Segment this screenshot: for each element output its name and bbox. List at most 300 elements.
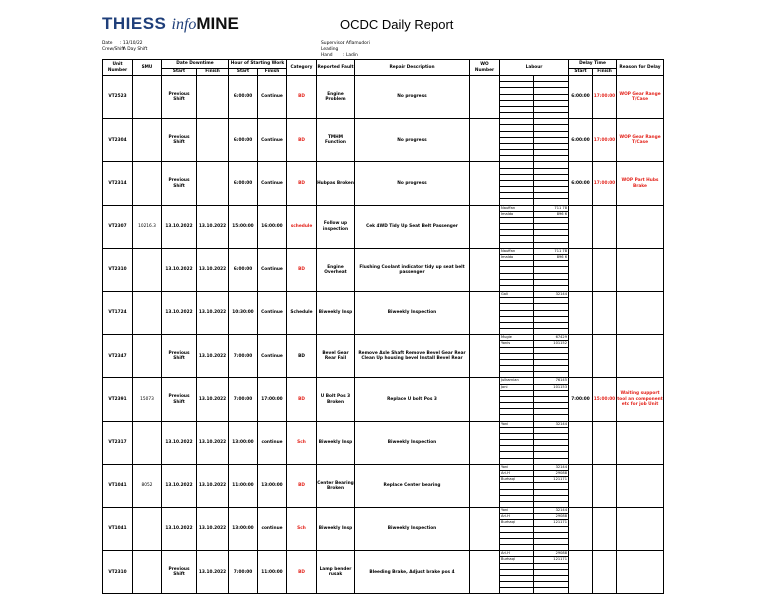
labour-divider: [533, 582, 534, 587]
header-delay-time: Delay Time: [569, 60, 617, 69]
cell-work-finish: Continue: [258, 335, 287, 378]
labour-divider: [533, 193, 534, 198]
cell-delay-start: [569, 205, 593, 248]
cell-unit: VT1724: [103, 292, 133, 335]
labour-divider: [533, 286, 534, 291]
cell-delay-start: [569, 292, 593, 335]
cell-work-start: 15:00:00: [229, 205, 258, 248]
crew-value: : A Day Shift: [120, 47, 148, 52]
labour-divider: [533, 311, 534, 316]
labour-divider: [533, 187, 534, 192]
header-delay-finish: Finish: [593, 69, 617, 76]
labour-divider: [533, 169, 534, 174]
cell-downtime-start: Previous Shift: [162, 162, 197, 205]
cell-unit: VT2310: [103, 248, 133, 291]
labour-divider: [533, 403, 534, 408]
table-row: [103, 162, 664, 205]
cell-delay-finish: 17:00:00: [593, 119, 617, 162]
labour-line: [500, 545, 568, 550]
cell-reported-fault: Engine Problem: [317, 76, 355, 119]
cell-reported-fault: Follow up inspection: [317, 205, 355, 248]
labour-name: Julkarnian: [501, 378, 519, 383]
cell-smu: [133, 551, 162, 594]
cell-delay-start: [569, 464, 593, 507]
cell-labour: [500, 464, 569, 507]
date-value: : 13/10/22: [120, 41, 143, 46]
labour-id: 711 78: [554, 248, 567, 253]
labour-divider: [533, 415, 534, 420]
labour-divider: [533, 570, 534, 575]
labour-divider: [533, 422, 534, 427]
cell-wo-number: [470, 421, 500, 464]
labour-divider: [533, 440, 534, 445]
cell-labour: [500, 508, 569, 551]
cell-repair-description: Biweekly Inspection: [355, 421, 470, 464]
cell-work-finish: 13:00:00: [258, 464, 287, 507]
labour-divider: [533, 150, 534, 155]
cell-unit: VT1041: [103, 464, 133, 507]
cell-wo-number: [470, 335, 500, 378]
header-wo: WO Number: [470, 60, 500, 76]
cell-category: Sch: [287, 421, 317, 464]
cell-work-start: 11:00:00: [229, 464, 258, 507]
cell-work-finish: Continue: [258, 292, 287, 335]
report-title: OCDC Daily Report: [340, 17, 454, 32]
labour-divider: [533, 366, 534, 371]
cell-reported-fault: Lamp bender rusak: [317, 551, 355, 594]
cell-category: BD: [287, 464, 317, 507]
labour-divider: [533, 162, 534, 167]
labour-divider: [533, 267, 534, 272]
labour-name: Mugie: [501, 335, 512, 340]
labour-divider: [533, 483, 534, 488]
cell-work-start: 6:00:00: [229, 119, 258, 162]
cell-category: schedule: [287, 205, 317, 248]
cell-smu: [133, 292, 162, 335]
labour-line: [500, 459, 568, 464]
cell-labour: [500, 119, 569, 162]
labour-divider: [533, 230, 534, 235]
cell-reported-fault: Hubpas Broken: [317, 162, 355, 205]
cell-labour: [500, 292, 569, 335]
cell-reason: [617, 248, 664, 291]
cell-downtime-finish: 13.10.2022: [197, 421, 229, 464]
cell-labour: [500, 421, 569, 464]
leading-hand-label: Leading Hand: [321, 47, 339, 58]
cell-work-start: 7:00:00: [229, 551, 258, 594]
cell-work-finish: Continue: [258, 119, 287, 162]
cell-wo-number: [470, 76, 500, 119]
labour-line: [500, 415, 568, 420]
cell-delay-start: [569, 335, 593, 378]
cell-downtime-finish: 13.10.2022: [197, 508, 229, 551]
cell-smu: [133, 508, 162, 551]
cell-labour: [500, 248, 569, 291]
cell-reason: [617, 464, 664, 507]
labour-name: Joni: [501, 384, 508, 389]
cell-category: BD: [287, 76, 317, 119]
company-logo: [102, 14, 239, 38]
cell-downtime-start: Previous Shift: [162, 119, 197, 162]
cell-repair-description: Replace Center bearing: [355, 464, 470, 507]
labour-divider: [533, 520, 534, 525]
cell-downtime-start: 13.10.2022: [162, 508, 197, 551]
labour-divider: [533, 113, 534, 118]
cell-reason: WOP Gear Range T/Case: [617, 119, 664, 162]
labour-divider: [533, 348, 534, 353]
labour-divider: [533, 385, 534, 390]
labour-divider: [533, 588, 534, 593]
cell-labour: [500, 551, 569, 594]
labour-divider: [533, 378, 534, 383]
cell-downtime-finish: 13.10.2022: [197, 205, 229, 248]
cell-category: BD: [287, 119, 317, 162]
cell-delay-start: [569, 508, 593, 551]
labour-line: [500, 502, 568, 507]
cell-smu: 8052: [133, 464, 162, 507]
labour-divider: [533, 156, 534, 161]
labour-divider: [533, 539, 534, 544]
cell-repair-description: Bleeding Brake, Adjust brake pos 4: [355, 551, 470, 594]
cell-unit: VT1041: [103, 508, 133, 551]
labour-divider: [533, 557, 534, 562]
cell-delay-start: 6:00:00: [569, 76, 593, 119]
labour-divider: [533, 329, 534, 334]
cell-downtime-start: 13.10.2022: [162, 464, 197, 507]
header-reason: Reason for Delay: [617, 60, 664, 76]
labour-divider: [533, 428, 534, 433]
labour-divider: [533, 181, 534, 186]
cell-delay-finish: [593, 551, 617, 594]
table-row: [103, 464, 664, 507]
header-unit: Unit Number: [103, 60, 133, 76]
labour-id: 121171: [553, 477, 567, 482]
labour-id: 29088: [555, 471, 567, 475]
labour-name: Imaldo: [501, 211, 514, 216]
labour-divider: [533, 496, 534, 501]
labour-id: 29088: [555, 514, 567, 519]
labour-id: 29088: [555, 551, 567, 556]
cell-reported-fault: U Bolt Pos 3 Broken: [317, 378, 355, 421]
header-date-start: Start: [162, 69, 197, 76]
table-row: [103, 335, 664, 378]
labour-line: [500, 199, 568, 204]
cell-reason: [617, 205, 664, 248]
cell-category: BD: [287, 248, 317, 291]
cell-category: BD: [287, 162, 317, 205]
cell-work-start: 13:00:00: [229, 421, 258, 464]
cell-delay-finish: 15:00:00: [593, 378, 617, 421]
cell-reason: [617, 551, 664, 594]
cell-work-start: 7:00:00: [229, 335, 258, 378]
labour-divider: [533, 341, 534, 346]
labour-divider: [533, 465, 534, 470]
cell-delay-start: 6:00:00: [569, 162, 593, 205]
labour-divider: [533, 255, 534, 260]
labour-divider: [533, 138, 534, 143]
cell-delay-start: 7:00:00: [569, 378, 593, 421]
cell-delay-start: [569, 551, 593, 594]
cell-delay-finish: [593, 248, 617, 291]
header-labour: Labour: [500, 60, 569, 76]
date-label: Date: [102, 41, 113, 46]
cell-downtime-start: 13.10.2022: [162, 292, 197, 335]
labour-divider: [533, 533, 534, 538]
cell-delay-finish: 17:00:00: [593, 162, 617, 205]
header-repair: Repair Description: [355, 60, 470, 76]
cell-delay-start: 6:00:00: [569, 119, 593, 162]
cell-smu: [133, 421, 162, 464]
cell-smu: [133, 248, 162, 291]
labour-divider: [533, 397, 534, 402]
labour-divider: [533, 545, 534, 550]
meta-left: [102, 41, 147, 53]
labour-divider: [533, 502, 534, 507]
labour-divider: [533, 218, 534, 223]
cell-downtime-start: 13.10.2022: [162, 421, 197, 464]
cell-reported-fault: Center Bearing Broken: [317, 464, 355, 507]
labour-name: Nauffan: [501, 205, 516, 210]
labour-id: 32144: [555, 421, 567, 426]
labour-id: 67429: [555, 335, 567, 340]
cell-labour: [500, 162, 569, 205]
labour-divider: [533, 249, 534, 254]
cell-category: BD: [287, 335, 317, 378]
header-hour-start: Start: [229, 69, 258, 76]
table-row: [103, 205, 664, 248]
labour-divider: [533, 304, 534, 309]
cell-downtime-finish: 13.10.2022: [197, 335, 229, 378]
cell-category: Sch: [287, 508, 317, 551]
table-row: [103, 508, 664, 551]
labour-divider: [533, 508, 534, 513]
labour-divider: [533, 459, 534, 464]
labour-name: Imaldo: [501, 254, 514, 259]
labour-id: 76145: [555, 378, 567, 383]
cell-delay-start: [569, 248, 593, 291]
cell-category: BD: [287, 378, 317, 421]
cell-downtime-finish: 13.10.2022: [197, 551, 229, 594]
labour-divider: [533, 471, 534, 476]
labour-divider: [533, 175, 534, 180]
labour-divider: [533, 551, 534, 556]
labour-divider: [533, 224, 534, 229]
labour-divider: [533, 477, 534, 482]
cell-work-start: 13:00:00: [229, 508, 258, 551]
labour-divider: [533, 280, 534, 285]
cell-wo-number: [470, 292, 500, 335]
labour-divider: [533, 564, 534, 569]
cell-wo-number: [470, 248, 500, 291]
header-hour-starting: Hour of Starting Work: [229, 60, 287, 69]
cell-repair-description: No progress: [355, 162, 470, 205]
labour-name: Ari.H: [501, 514, 510, 519]
cell-work-finish: 17:00:00: [258, 378, 287, 421]
cell-reported-fault: Biweekly Insp: [317, 421, 355, 464]
labour-divider: [533, 119, 534, 124]
labour-id: 711 78: [554, 205, 567, 210]
table-row: [103, 76, 664, 119]
cell-reported-fault: TMHM Function: [317, 119, 355, 162]
labour-id: 121171: [553, 520, 567, 525]
labour-name: Ari.H: [501, 471, 510, 475]
cell-delay-finish: 17:00:00: [593, 76, 617, 119]
cell-downtime-finish: 13.10.2022: [197, 378, 229, 421]
logo-info: info: [171, 16, 197, 33]
cell-work-start: 7:00:00: [229, 378, 258, 421]
cell-reported-fault: Bevel Gear Rear Fail: [317, 335, 355, 378]
labour-id: 101152: [553, 341, 567, 346]
labour-name: Yoni: [501, 464, 509, 469]
labour-divider: [533, 274, 534, 279]
header-fault: Reported Fault: [317, 60, 355, 76]
labour-name: Burhaqi: [501, 477, 515, 482]
cell-repair-description: No progress: [355, 119, 470, 162]
labour-divider: [533, 317, 534, 322]
cell-work-start: 6:00:00: [229, 248, 258, 291]
report-table: [102, 59, 664, 594]
labour-divider: [533, 434, 534, 439]
labour-name: Burhaqi: [501, 557, 515, 562]
labour-divider: [533, 261, 534, 266]
cell-smu: [133, 162, 162, 205]
cell-delay-start: [569, 421, 593, 464]
cell-wo-number: [470, 119, 500, 162]
labour-divider: [533, 576, 534, 581]
labour-divider: [533, 298, 534, 303]
table-row: [103, 421, 664, 464]
labour-name: Yoni: [501, 508, 509, 513]
cell-work-finish: continue: [258, 508, 287, 551]
cell-unit: VT2307: [103, 205, 133, 248]
labour-divider: [533, 101, 534, 106]
cell-reason: [617, 508, 664, 551]
cell-unit: VT2304: [103, 119, 133, 162]
labour-divider: [533, 144, 534, 149]
labour-divider: [533, 76, 534, 81]
table-row: [103, 292, 664, 335]
cell-wo-number: [470, 205, 500, 248]
cell-work-finish: Continue: [258, 162, 287, 205]
cell-labour: [500, 335, 569, 378]
labour-divider: [533, 372, 534, 377]
labour-divider: [533, 236, 534, 241]
header-date-finish: Finish: [197, 69, 229, 76]
labour-id: 896 6: [556, 211, 567, 216]
cell-downtime-start: 13.10.2022: [162, 248, 197, 291]
labour-id: 32144: [555, 292, 567, 297]
cell-downtime-finish: 13.10.2022: [197, 464, 229, 507]
cell-unit: VT2347: [103, 335, 133, 378]
labour-divider: [533, 206, 534, 211]
cell-repair-description: Remove Axle Shaft Remove Bevel Gear Rear Clean Up housing bevel Install Bevel Rear: [355, 335, 470, 378]
labour-divider: [533, 391, 534, 396]
labour-divider: [533, 354, 534, 359]
cell-wo-number: [470, 378, 500, 421]
cell-wo-number: [470, 551, 500, 594]
cell-category: BD: [287, 551, 317, 594]
labour-divider: [533, 335, 534, 340]
supervisor-value: : Aflamudori: [343, 41, 370, 46]
cell-repair-description: Biweekly Inspection: [355, 292, 470, 335]
cell-unit: VT2391: [103, 378, 133, 421]
header-smu: SMU: [133, 60, 162, 76]
cell-delay-finish: [593, 205, 617, 248]
labour-id: 896 6: [556, 254, 567, 259]
cell-downtime-start: Previous Shift: [162, 378, 197, 421]
cell-downtime-finish: [197, 162, 229, 205]
labour-line: [500, 113, 568, 118]
leading-hand-value: : Ladin: [343, 53, 358, 58]
cell-smu: [133, 76, 162, 119]
cell-labour: [500, 205, 569, 248]
labour-name: Burhaqi: [501, 520, 515, 525]
cell-category: Schedule: [287, 292, 317, 335]
cell-downtime-start: Previous Shift: [162, 335, 197, 378]
meta-right: [321, 41, 370, 59]
cell-repair-description: Cek 4WD Tidy Up Seat Belt Passenger: [355, 205, 470, 248]
labour-name: Yonis: [501, 341, 511, 346]
labour-divider: [533, 323, 534, 328]
cell-reported-fault: Engine Overheat: [317, 248, 355, 291]
cell-work-start: 6:00:00: [229, 76, 258, 119]
cell-labour: [500, 76, 569, 119]
labour-divider: [533, 88, 534, 93]
cell-work-finish: continue: [258, 421, 287, 464]
cell-unit: VT2523: [103, 76, 133, 119]
labour-divider: [533, 212, 534, 217]
labour-line: [500, 329, 568, 334]
header-hour-finish: Finish: [258, 69, 287, 76]
cell-smu: 15073: [133, 378, 162, 421]
cell-work-finish: 16:00:00: [258, 205, 287, 248]
cell-work-finish: Continue: [258, 76, 287, 119]
cell-delay-finish: [593, 508, 617, 551]
labour-divider: [533, 243, 534, 248]
labour-id: 121171: [553, 557, 567, 562]
cell-downtime-start: Previous Shift: [162, 551, 197, 594]
cell-downtime-finish: 13.10.2022: [197, 248, 229, 291]
cell-repair-description: No progress: [355, 76, 470, 119]
labour-divider: [533, 409, 534, 414]
labour-divider: [533, 446, 534, 451]
labour-name: Yoni: [501, 421, 509, 426]
cell-work-finish: 11:00:00: [258, 551, 287, 594]
labour-divider: [533, 514, 534, 519]
cell-downtime-start: Previous Shift: [162, 76, 197, 119]
cell-smu: [133, 119, 162, 162]
cell-work-finish: Continue: [258, 248, 287, 291]
cell-reason: WOP Part Hubs Brake: [617, 162, 664, 205]
header-delay-start: Start: [569, 69, 593, 76]
table-row: [103, 378, 664, 421]
cell-repair-description: Replace U bolt Pos 3: [355, 378, 470, 421]
cell-downtime-finish: [197, 119, 229, 162]
labour-divider: [533, 527, 534, 532]
cell-reason: [617, 292, 664, 335]
header-category: Category: [287, 60, 317, 76]
labour-divider: [533, 292, 534, 297]
labour-divider: [533, 82, 534, 87]
cell-delay-finish: [593, 464, 617, 507]
logo-thiess: THIESS: [102, 14, 167, 33]
logo-mine: MINE: [196, 14, 239, 33]
cell-work-start: 6:00:00: [229, 162, 258, 205]
cell-delay-finish: [593, 421, 617, 464]
labour-line: [500, 156, 568, 161]
cell-downtime-finish: 13.10.2022: [197, 292, 229, 335]
cell-reported-fault: Biweekly Insp: [317, 292, 355, 335]
